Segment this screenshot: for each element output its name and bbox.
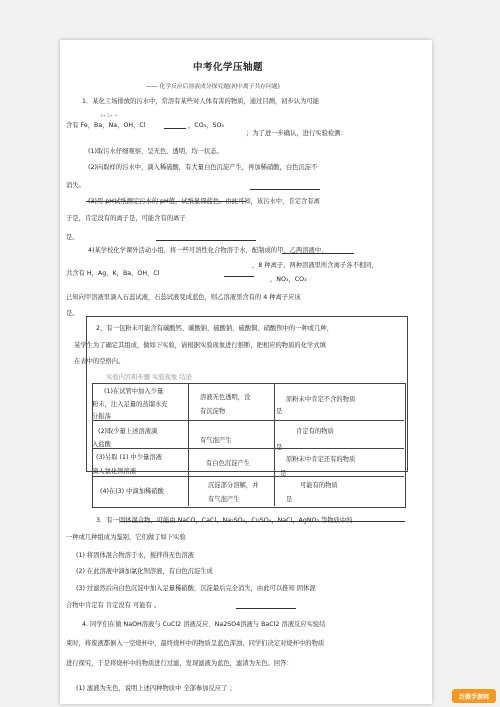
q3-r4c2b: 有气泡产生	[208, 496, 240, 503]
q3-r2c1a: (2)取少量上述溶液滴	[98, 428, 158, 435]
q3-r4c3b: 是	[286, 496, 293, 503]
q1-superscript-marks: 3+ 2+ +	[100, 113, 118, 118]
q3-r1c1a: (1)在试管中加入少量	[104, 388, 164, 395]
q3-row-divider-3	[92, 476, 404, 477]
q1-blank-c	[156, 240, 256, 241]
q3-r4c1: (4)在(3) 中滴加稀硝酸	[100, 488, 164, 495]
q3-r2c1b: 入盐酸	[92, 441, 111, 448]
q2-line1: 4)某学校化学课外活动小组，将一些可溶性化合物溶于水，配制成的甲、乙两溶液中，	[88, 247, 328, 254]
q3-r1c1c: 分振荡	[92, 413, 111, 420]
q3-r4c2a: 沉淀部分溶解，并	[208, 482, 259, 489]
q1-line5: (2)向取样的污水中，滴入稀硫酸，有大量白色沉淀产生，再加稀硝酸，白色沉淀不	[88, 164, 318, 171]
q1-line2a: 含有 Fe，Ba，Na，OH，Cl	[66, 122, 146, 129]
q1-blank-b	[250, 189, 320, 190]
q2-blank-a	[282, 253, 354, 254]
q3-row-divider-2	[92, 448, 404, 449]
q1-blank-a	[164, 128, 186, 129]
q4-strike-line	[120, 521, 405, 522]
q3-line1: 2、有一包粉末可能含有碳酸钙、碳酸钠、硫酸钠、硫酸铜、硝酸钡中的一种或几种，	[96, 325, 333, 332]
doc-subtitle: —— 化学反应后溶液成分探究题(初中离子共存问题)	[146, 84, 280, 90]
q3-row-divider-1	[92, 420, 404, 421]
q1-line4: (1)取污水仔细观察，呈无色、透明，均一状态。	[88, 148, 223, 155]
q3-col-divider-1	[188, 383, 189, 506]
q3-r2c2: 有气泡产生	[200, 437, 232, 444]
q3-r4c3a: 可能有的物质	[300, 482, 338, 489]
doc-title: 中考化学压轴题	[193, 62, 264, 73]
q3-r2c3b: 是	[276, 444, 283, 451]
q3-line3: 在表中的空格内。	[74, 358, 125, 365]
q3-r1c3b: 是	[276, 408, 283, 415]
q3-col-divider-2	[274, 383, 275, 506]
q3-r2c3a: 肯定有的物质	[296, 428, 334, 435]
q2-line4: 已知向甲溶液里滴入石蕊试液，石蕊试液变成蓝色，则乙溶液里含有的 4 种离子应该	[66, 294, 301, 301]
q4-line5: (3) 过滤然后向白色沉淀中加入足量稀硝酸，沉淀最后完全消失，由此可以推知 固体混	[76, 585, 316, 592]
q3-r3c1b: 滴入氯化钡溶液	[92, 468, 137, 475]
q2-blank-b	[224, 276, 254, 277]
q1-line7: (3)用 pH试纸测定污水的 pH值，试纸显深蓝色。由此可知，该污水中，肯定含有离	[88, 198, 320, 205]
q3-r3c3: 原粉末中肯定还有的物质	[286, 456, 356, 463]
q3-r3c1a: (3)另取 (1) 中少量溶液	[96, 454, 162, 461]
q1-line8: 子是，肯定没有的离子是，可能含有的离子	[66, 215, 186, 222]
q1-line1: 1．某化工场排放的污水中，常溶有某些对人体有害的物质，通过目测，初步认为可能	[82, 98, 319, 105]
q1-line2b: ，CO₃，SO₄	[188, 122, 224, 129]
watermark-logo-text: 泛微手游网	[458, 693, 489, 701]
q3-r1c1b: 粉末，注入足量的蒸馏水充	[92, 401, 168, 408]
q2-line3: ，NO₃，CO₃	[270, 276, 307, 283]
q4-line2: 一种或几种组成为鉴别，它们做了如下实验	[66, 534, 186, 541]
q2-line2b: ，8 种离子，两种溶液里所含离子各不相同，	[252, 262, 378, 269]
q4-line3: (1) 将固体混合物溶于水，搅拌得无色溶液	[76, 552, 194, 559]
q2-line5: 是。	[66, 310, 79, 317]
q1-strike-line	[86, 201, 246, 202]
q1-line9: 是。	[66, 234, 79, 241]
q5-line3: 进行探究，于是将烧杯中的物质进行过滤，发现滤液为蓝色，滤渣为无色。回答：	[66, 660, 293, 667]
q4-line6: 合物中肯定有 肯定没有 可能有 。	[66, 602, 161, 609]
q4-line1: 3．有一固体混合物，可能由 NaCO，CaCl，Na₂SO₄，CuSO₄，NaCl，AgNO₃ 等物质中的	[96, 517, 353, 524]
q3-table-header: 实验内容和步骤 实验现象 结论	[106, 374, 192, 381]
q5-line2: 束时，将废液都倒入一空烧杯中，最终烧杯中的物质呈蓝色浑浊，同学们决定对烧杯中的物质	[66, 640, 325, 647]
q3-line2: 某学生为了确定其组成，做如下实验，请根据实验现象进行推断，把相应的物质的化学式填	[74, 342, 326, 349]
q2-line2: 共含有 H，Ag，K，Ba，OH，Cl	[66, 270, 160, 277]
q5-line1: 4. 同学们在做 NaOH溶液与 CuCl2 溶液反应、Na2SO4溶液与 BaCl2 溶液反应实验结	[82, 621, 326, 628]
q3-r3c3b: 是	[280, 470, 287, 477]
document-page	[60, 40, 432, 704]
q1-line6: 消失。	[66, 182, 85, 189]
q1-line3: ；为了进一步确认，进行实验检测：	[246, 130, 347, 137]
q5-line4: (1) 滤液为无色，说明上述四种物质中 全部参加反应了 ；	[76, 685, 236, 692]
q4-line4: (2) 在此溶液中滴加氯化钡溶液，有白色沉淀生成	[76, 568, 213, 575]
q4-blank	[236, 608, 296, 609]
q3-r1c2a: 溶液无色透明，没	[200, 394, 251, 401]
q3-r1c2b: 有沉淀物	[200, 408, 226, 415]
q3-r1c3: 原粉末中肯定不含的物质	[286, 396, 356, 403]
q3-r3c2: 有白色沉淀产生	[206, 460, 251, 467]
watermark-logo	[452, 689, 496, 703]
